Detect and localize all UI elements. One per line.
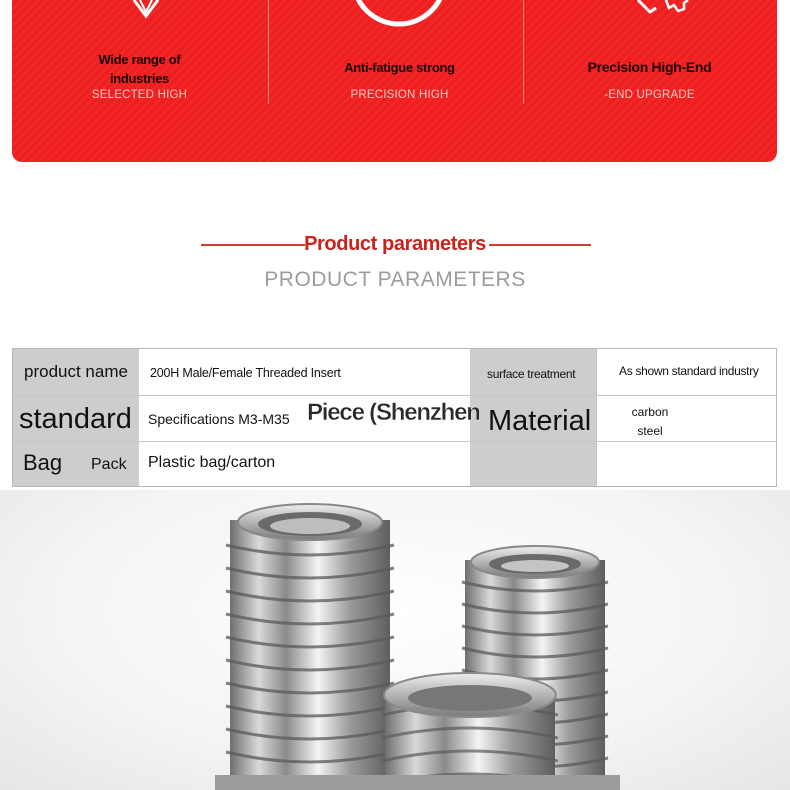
insert-large [226,504,394,790]
feature-subtitle: SELECTED HIGH [91,89,188,101]
row-divider [13,441,776,442]
surface-treatment-label: surface treatment [487,367,576,381]
product-name-value: 200H Male/Female Threaded Insert [150,366,341,380]
section-title: Product parameters [304,233,486,255]
badge-icon [522,0,777,30]
feature-subtitle: PRECISION HIGH [350,89,449,101]
standard-value: Specifications M3-M35 [148,411,290,427]
material-value: carbon steel [631,405,669,438]
threaded-inserts-photo [0,490,790,790]
product-name-label: product name [24,362,128,381]
pack-label: Pack [91,456,127,473]
material-label: Material [488,405,592,437]
feature-title: Precision High-End [587,59,712,75]
surface-treatment-value: As shown standard industry [619,364,759,378]
threaded-inserts-illustration [0,490,790,790]
standard-label: standard [19,403,132,435]
bag-label: Bag [23,450,63,475]
feature-divider [268,0,269,104]
section-subtitle: PRODUCT PARAMETERS [264,268,526,291]
feature-precision [522,0,777,162]
piece-overlay-text: Piece (Shenzhen [307,399,480,426]
feature-title: Anti-fatigue strong [344,60,455,75]
parameters-table [12,348,777,487]
bag-value: Plastic bag/carton [148,454,276,471]
features-banner [12,0,777,162]
feature-anti-fatigue [272,0,527,162]
feature-wide-range [12,0,267,162]
ring-icon [272,0,527,30]
diamond-icon [12,0,267,30]
row-divider [13,395,776,396]
feature-title: Wide range of industries [98,52,181,86]
feature-subtitle: -END UPGRADE [604,89,695,101]
